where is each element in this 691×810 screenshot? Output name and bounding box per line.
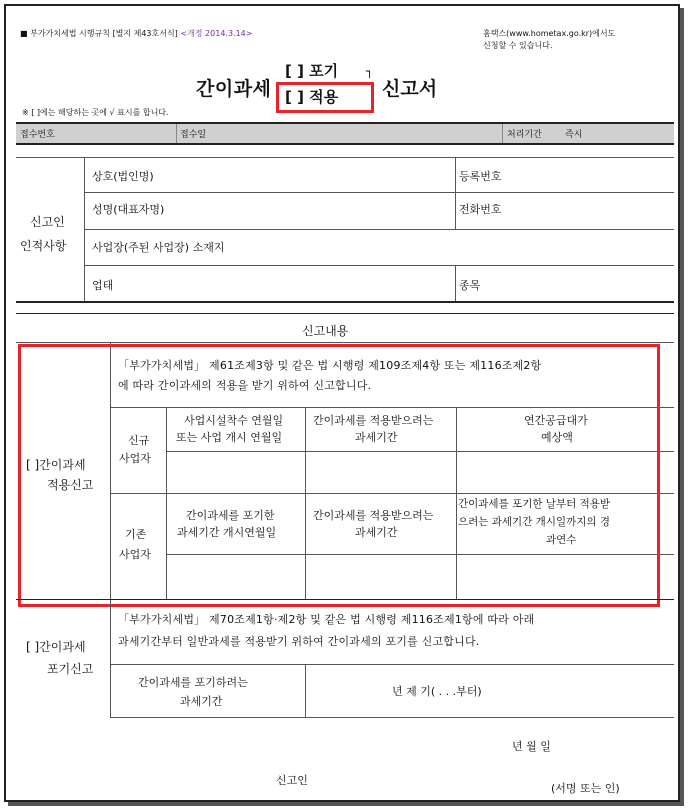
option-waive-checkbox[interactable]: [ ] 포기: [285, 62, 339, 80]
address-label: 사업장(주된 사업장) 소재지: [92, 241, 225, 254]
highlight-apply-section: [18, 344, 660, 607]
apply-description-line2: 에 따라 간이과세의 적용을 받기 위하여 신고합니다.: [118, 379, 372, 392]
apply-section-label-1: [ ]간이과세: [26, 458, 86, 472]
waive-description-line2: 과세기간부터 일반과세를 적용받기 위하여 간이과세의 포기를 신고합니다.: [118, 635, 480, 648]
apply-description-line1: 「부가가치세법」 제61조제3항 및 같은 법 시행령 제109조제4항 또는 제116조제2항: [118, 359, 542, 372]
title-suffix: 신고서: [382, 78, 438, 100]
new-col3-line1: 연간공급대가: [524, 414, 588, 427]
waive-section-label-1: [ ]간이과세: [26, 640, 86, 654]
new-business-label-2: 사업자: [119, 452, 151, 465]
report-heading: 신고내용: [302, 324, 349, 338]
waive-period-label-1: 간이과세를 포기하려는: [138, 676, 248, 689]
existing-col2-line1: 간이과세를 적용받으려는: [313, 509, 434, 522]
new-col3-line2: 예상액: [541, 431, 573, 444]
applicant-section-label-2: 인적사항: [20, 239, 67, 253]
processing-period-label: 처리기간: [507, 130, 542, 140]
reporter-label: 신고인: [276, 774, 308, 787]
title-bracket: ┐: [366, 64, 374, 78]
new-col2-line1: 간이과세를 적용받으려는: [313, 414, 434, 427]
existing-col1-line2: 과세기간 개시연월일: [177, 526, 277, 539]
waive-period-label-2: 과세기간: [180, 695, 223, 708]
new-col1-line2: 또는 사업 개시 연월일: [176, 431, 283, 444]
signature-date: 년 월 일: [512, 740, 551, 753]
receipt-number-label: 접수번호: [20, 130, 55, 140]
apply-section-label-2: 적용신고: [47, 478, 94, 492]
existing-col3-line2: 으려는 과세기간 개시일까지의 경: [458, 516, 611, 528]
phone-label: 전화번호: [459, 203, 502, 216]
applicant-section-label-1: 신고인: [30, 215, 65, 229]
existing-col2-line2: 과세기간: [355, 526, 398, 539]
item-label: 종목: [459, 279, 481, 292]
waive-section-label-2: 포기신고: [47, 662, 94, 676]
existing-business-label-1: 기존: [125, 528, 147, 541]
option-apply-checkbox[interactable]: [ ] 적용: [285, 88, 339, 106]
signature-hint: (서명 또는 인): [551, 782, 620, 795]
processing-period-value: 즉시: [565, 130, 583, 140]
existing-col1-line1: 간이과세를 포기한: [186, 509, 275, 522]
existing-col3-line3: 과연수: [546, 534, 577, 546]
company-name-label: 상호(법인명): [92, 170, 154, 183]
highlight-apply-option: [276, 82, 374, 113]
title-main: 간이과세: [196, 78, 272, 100]
new-business-label-1: 신규: [128, 434, 150, 447]
online-notice: 홈택스(www.hometax.go.kr)에서도 신청할 수 있습니다.: [483, 29, 616, 50]
receipt-date-label: 접수일: [180, 130, 207, 140]
new-col1-line1: 사업시설착수 연월일: [184, 414, 284, 427]
new-col2-line2: 과세기간: [355, 431, 398, 444]
existing-col3-line1: 간이과세를 포기한 날부터 적용받: [458, 498, 611, 510]
registration-number-label: 등록번호: [459, 170, 502, 183]
representative-label: 성명(대표자명): [92, 203, 165, 216]
checkbox-note: ※ [ ]에는 해당하는 곳에 √ 표시를 합니다.: [22, 108, 169, 117]
waive-period-value: 년 제 기( . . .부터): [392, 685, 482, 698]
revision-date: <개정 2014.3.14>: [180, 29, 253, 38]
waive-description-line1: 「부가가치세법」 제70조제1항·제2항 및 같은 법 시행령 제116조제1항에 따라 아래: [118, 613, 535, 626]
business-type-label: 업태: [92, 279, 114, 292]
form-regulation: ■ 부가가치세법 시행규칙 [별지 제43호서식] <개정 2014.3.14>: [20, 29, 253, 38]
existing-business-label-2: 사업자: [119, 548, 151, 561]
